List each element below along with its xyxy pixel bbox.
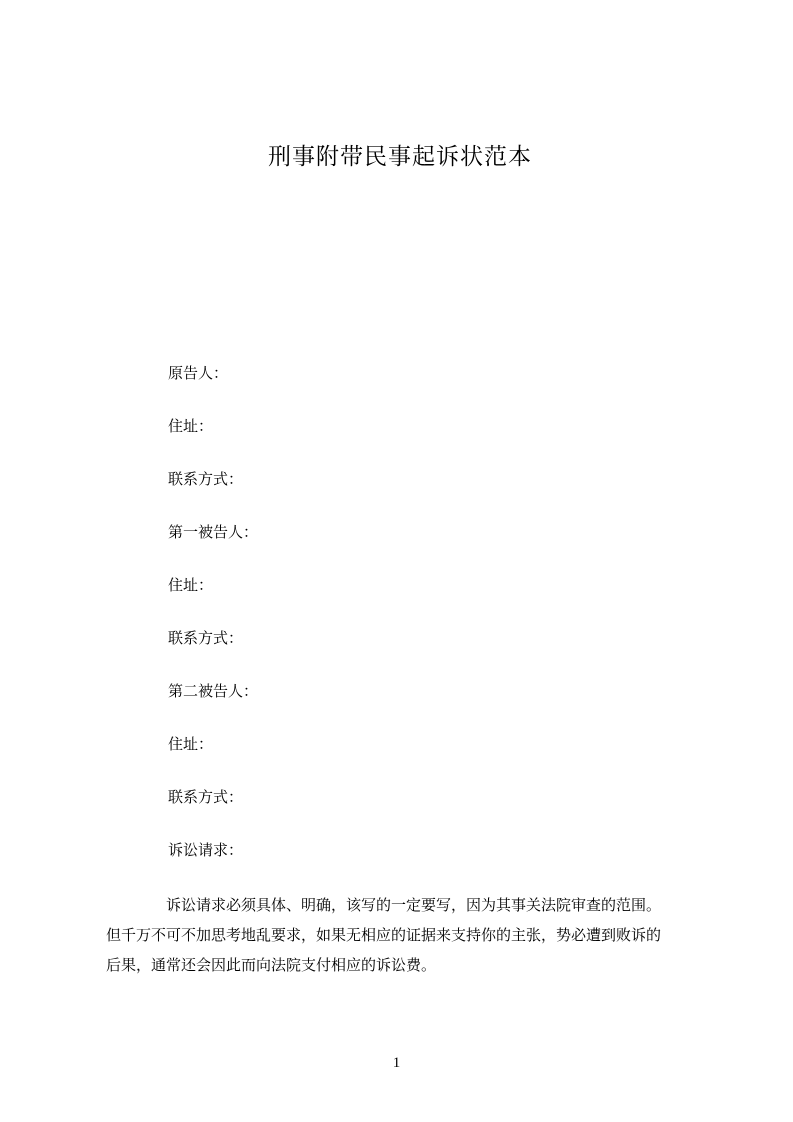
document-title: 刑事附带民事起诉状范本: [268, 144, 532, 170]
field-second-defendant-contact: 联系方式：: [168, 788, 244, 806]
request-explanation-paragraph: [106, 890, 706, 980]
field-first-defendant: 第一被告人：: [168, 523, 259, 541]
paragraph-line: 诉讼请求必须具体、明确，该写的一定要写，因为其事关法院审查的范围。: [106, 896, 662, 914]
field-plaintiff-address: 住址：: [168, 417, 214, 435]
field-plaintiff-contact: 联系方式：: [168, 470, 244, 488]
field-first-defendant-contact: 联系方式：: [168, 629, 244, 647]
field-second-defendant-address: 住址：: [168, 735, 214, 753]
paragraph-line: 但千万不可不加思考地乱要求，如果无相应的证据来支持你的主张，势必遭到败诉的: [106, 926, 662, 944]
field-first-defendant-address: 住址：: [168, 576, 214, 594]
paragraph-line: 后果，通常还会因此而向法院支付相应的诉讼费。: [106, 956, 437, 974]
field-plaintiff: 原告人：: [168, 364, 229, 382]
field-second-defendant: 第二被告人：: [168, 682, 259, 700]
page-number: 1: [392, 1055, 401, 1071]
field-litigation-request: 诉讼请求：: [168, 841, 244, 859]
